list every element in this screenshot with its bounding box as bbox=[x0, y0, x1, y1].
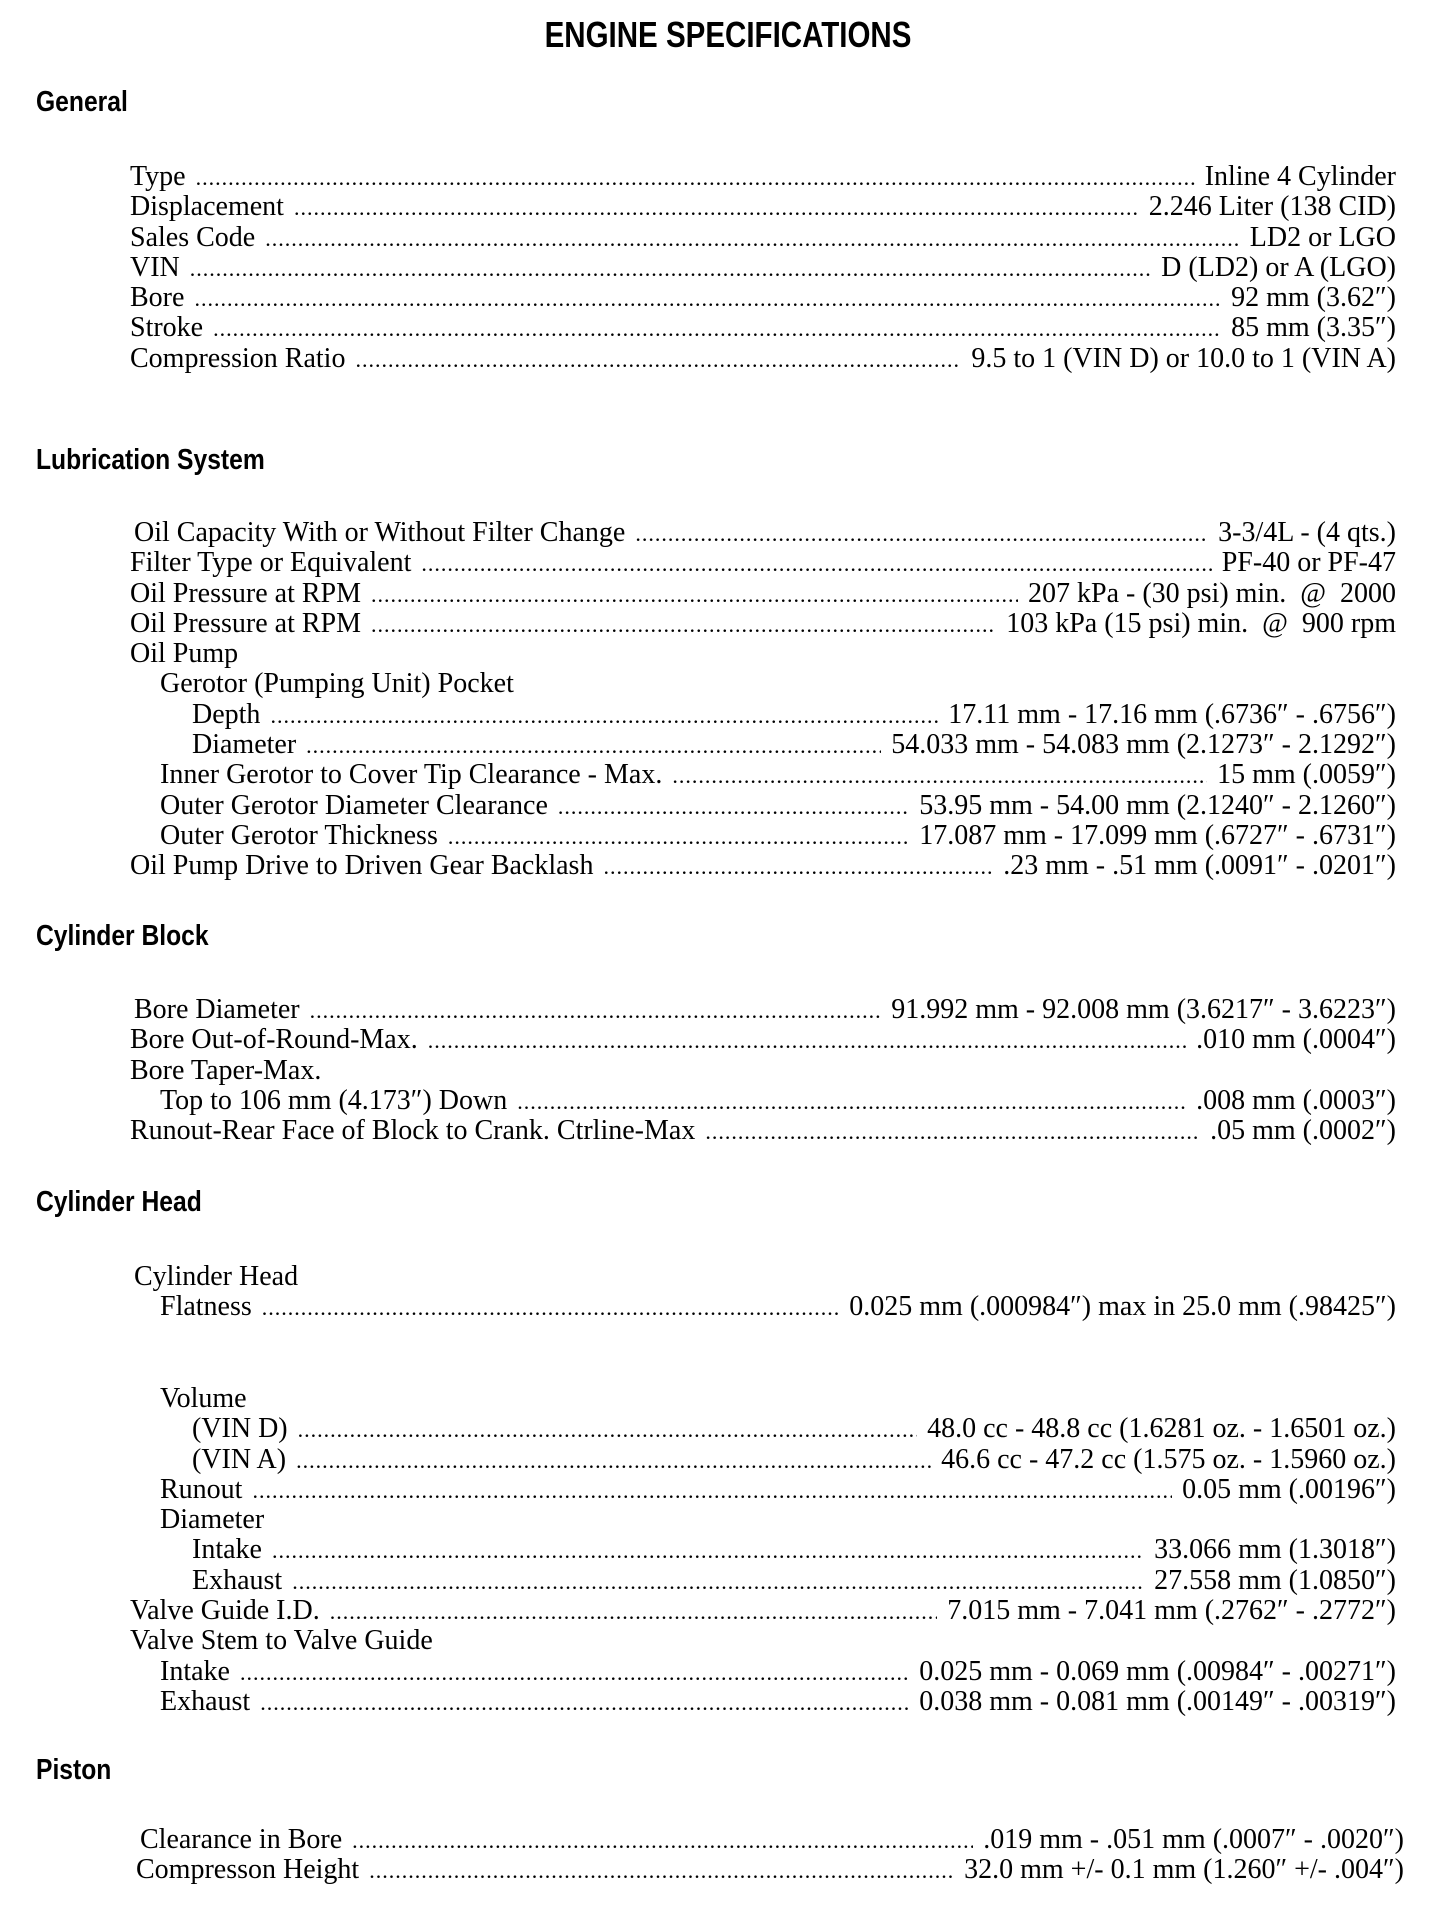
spec-row-sales-code bbox=[130, 223, 1396, 253]
spec-value: 33.066 mm (1.3018″) bbox=[1154, 1534, 1396, 1566]
dot-leader bbox=[310, 996, 882, 1026]
dot-leader bbox=[371, 610, 996, 640]
spec-row-diameter-intake bbox=[130, 1535, 1396, 1565]
spec-value: 103 kPa (15 psi) min. @ 900 rpm bbox=[1006, 607, 1396, 639]
spec-value: 9.5 to 1 (VIN D) or 10.0 to 1 (VIN A) bbox=[971, 342, 1396, 374]
spec-label: Volume bbox=[160, 1383, 247, 1414]
spec-label: Top to 106 mm (4.173″) Down bbox=[160, 1084, 508, 1116]
dot-leader bbox=[262, 1293, 839, 1323]
section-heading-cylinder-head: Cylinder Head bbox=[36, 1186, 202, 1218]
spec-row-gerotor-pocket bbox=[130, 669, 1396, 699]
spec-label: Valve Guide I.D. bbox=[130, 1595, 320, 1627]
dot-leader bbox=[213, 314, 1221, 344]
dot-leader bbox=[428, 1026, 1186, 1056]
spec-value: 207 kPa - (30 psi) min. @ 2000 bbox=[1028, 577, 1396, 609]
spec-label: VIN bbox=[130, 251, 180, 283]
spec-value: LD2 or LGO bbox=[1249, 221, 1396, 253]
spec-label: Gerotor (Pumping Unit) Pocket bbox=[160, 668, 514, 700]
spec-label: Diameter bbox=[192, 729, 297, 761]
dot-leader bbox=[352, 1826, 973, 1856]
dot-leader bbox=[294, 193, 1139, 223]
spec-row-head-runout bbox=[130, 1475, 1396, 1505]
dot-leader bbox=[306, 731, 881, 761]
spec-row-inner-gerotor-clearance bbox=[130, 760, 1396, 790]
section-heading-piston: Piston bbox=[36, 1754, 112, 1786]
dot-leader bbox=[270, 701, 938, 731]
spec-row-volume-vin-a bbox=[130, 1445, 1396, 1475]
spec-label: Valve Stem to Valve Guide bbox=[130, 1625, 433, 1657]
spec-value: D (LD2) or A (LGO) bbox=[1161, 251, 1396, 283]
spec-value: 91.992 mm - 92.008 mm (3.6217″ - 3.6223″) bbox=[891, 994, 1396, 1025]
spec-row-bore-taper-top bbox=[130, 1086, 1396, 1116]
spec-value: 0.025 mm - 0.069 mm (.00984″ - .00271″) bbox=[919, 1655, 1396, 1687]
spec-row-valve-diameter bbox=[130, 1505, 1396, 1535]
spec-label: Intake bbox=[160, 1655, 230, 1687]
spec-label: Oil Pressure at RPM bbox=[130, 577, 361, 609]
dot-leader bbox=[190, 254, 1151, 284]
spec-label: Outer Gerotor Diameter Clearance bbox=[160, 789, 548, 821]
spec-label: Clearance in Bore bbox=[140, 1824, 343, 1855]
dot-leader bbox=[421, 549, 1211, 579]
spec-value: 17.087 mm - 17.099 mm (.6727″ - .6731″) bbox=[919, 819, 1396, 851]
dot-leader bbox=[448, 822, 909, 852]
section-heading-lubrication: Lubrication System bbox=[36, 444, 265, 476]
dot-leader bbox=[296, 1446, 931, 1476]
dot-leader bbox=[272, 1536, 1144, 1566]
spec-label: Bore Out-of-Round-Max. bbox=[130, 1024, 418, 1056]
spec-row-gear-backlash bbox=[130, 851, 1396, 881]
spec-value: 0.038 mm - 0.081 mm (.00149″ - .00319″) bbox=[919, 1685, 1396, 1717]
dot-leader bbox=[558, 792, 909, 822]
spec-row-volume-vin-d bbox=[130, 1414, 1396, 1444]
spec-value: 48.0 cc - 48.8 cc (1.6281 oz. - 1.6501 oz.) bbox=[927, 1413, 1396, 1445]
spec-value: 0.05 mm (.00196″) bbox=[1182, 1473, 1396, 1505]
section-heading-cylinder-block: Cylinder Block bbox=[36, 920, 209, 952]
spec-row-compression-ratio bbox=[130, 344, 1396, 374]
spec-label: Runout bbox=[160, 1473, 243, 1505]
spec-row-bore-out-of-round bbox=[130, 1025, 1396, 1055]
spec-label: Flatness bbox=[160, 1291, 252, 1323]
spec-row-displacement bbox=[130, 192, 1396, 222]
spec-row-valve-stem-to-guide bbox=[130, 1626, 1396, 1656]
dot-leader bbox=[369, 1856, 954, 1886]
spec-value: 32.0 mm +/- 0.1 mm (1.260″ +/- .004″) bbox=[964, 1854, 1404, 1886]
spec-row-compression-height bbox=[136, 1855, 1404, 1885]
dot-leader bbox=[252, 1476, 1172, 1506]
spec-label: Bore Diameter bbox=[134, 994, 300, 1025]
cylinder-head-spec-list-2 bbox=[130, 1384, 1396, 1717]
spec-label: Sales Code bbox=[130, 221, 256, 253]
dot-leader bbox=[240, 1658, 909, 1688]
spec-row-oil-pressure-2000 bbox=[130, 579, 1396, 609]
spec-row-pocket-diameter bbox=[130, 730, 1396, 760]
spec-row-block-runout bbox=[130, 1116, 1396, 1146]
spec-value: .23 mm - .51 mm (.0091″ - .0201″) bbox=[1003, 850, 1396, 882]
spec-row-volume bbox=[130, 1384, 1396, 1414]
spec-row-bore-taper bbox=[130, 1056, 1396, 1086]
spec-row-valve-guide-id bbox=[130, 1596, 1396, 1626]
cylinder-block-spec-list bbox=[130, 995, 1396, 1146]
spec-value: 3-3/4L - (4 qts.) bbox=[1218, 517, 1396, 548]
cylinder-head-spec-list bbox=[130, 1262, 1396, 1323]
spec-row-outer-gerotor-thickness bbox=[130, 821, 1396, 851]
spec-row-bore-diameter bbox=[130, 995, 1396, 1025]
dot-leader bbox=[196, 163, 1195, 193]
spec-value: PF-40 or PF-47 bbox=[1221, 547, 1396, 579]
spec-value: 92 mm (3.62″) bbox=[1231, 282, 1396, 314]
dot-leader bbox=[265, 224, 1240, 254]
spec-row-diameter-exhaust bbox=[130, 1566, 1396, 1596]
spec-label: Filter Type or Equivalent bbox=[130, 547, 412, 579]
dot-leader bbox=[330, 1597, 938, 1627]
spec-label: Bore bbox=[130, 282, 185, 314]
dot-leader bbox=[260, 1688, 909, 1718]
dot-leader bbox=[635, 519, 1208, 549]
spec-value: 46.6 cc - 47.2 cc (1.575 oz. - 1.5960 oz.) bbox=[941, 1443, 1396, 1475]
spec-value: 2.246 Liter (138 CID) bbox=[1148, 191, 1396, 223]
spec-label: Oil Pump Drive to Driven Gear Backlash bbox=[130, 850, 594, 882]
dot-leader bbox=[517, 1087, 1186, 1117]
spec-value: 0.025 mm (.000984″) max in 25.0 mm (.98425″) bbox=[849, 1291, 1396, 1323]
spec-value: 53.95 mm - 54.00 mm (2.1240″ - 2.1260″) bbox=[919, 789, 1396, 821]
spec-label: Intake bbox=[192, 1534, 262, 1566]
spec-row-pocket-depth bbox=[130, 700, 1396, 730]
spec-label: Oil Capacity With or Without Filter Change bbox=[134, 517, 626, 548]
dot-leader bbox=[705, 1117, 1200, 1147]
spec-value: 7.015 mm - 7.041 mm (.2762″ - .2772″) bbox=[947, 1595, 1396, 1627]
spec-label: Runout-Rear Face of Block to Crank. Ctrline-Max bbox=[130, 1115, 696, 1147]
spec-row-flatness bbox=[130, 1292, 1396, 1322]
spec-label: Compresson Height bbox=[136, 1854, 360, 1886]
spec-row-stroke bbox=[130, 313, 1396, 343]
spec-label: Outer Gerotor Thickness bbox=[160, 819, 438, 851]
spec-row-bore bbox=[130, 283, 1396, 313]
spec-row-oil-pump bbox=[130, 639, 1396, 669]
spec-value: .010 mm (.0004″) bbox=[1196, 1024, 1396, 1056]
spec-row-type bbox=[130, 162, 1396, 192]
spec-row-oil-pressure-900 bbox=[130, 609, 1396, 639]
spec-row-filter-type bbox=[130, 548, 1396, 578]
spec-row-outer-gerotor-diameter bbox=[130, 791, 1396, 821]
spec-value: .019 mm - .051 mm (.0007″ - .0020″) bbox=[983, 1824, 1404, 1855]
spec-label: Oil Pump bbox=[130, 638, 239, 670]
spec-label: (VIN A) bbox=[192, 1443, 287, 1475]
dot-leader bbox=[371, 580, 1018, 610]
spec-label: Depth bbox=[192, 698, 261, 730]
spec-row-piston-clearance bbox=[136, 1825, 1404, 1855]
spec-label: Compression Ratio bbox=[130, 342, 346, 374]
spec-label: Diameter bbox=[160, 1504, 265, 1536]
dot-leader bbox=[298, 1415, 917, 1445]
dot-leader bbox=[292, 1567, 1144, 1597]
section-heading-general: General bbox=[36, 86, 128, 118]
spec-value: 17.11 mm - 17.16 mm (.6736″ - .6756″) bbox=[948, 698, 1396, 730]
dot-leader bbox=[355, 345, 961, 375]
spec-row-stem-intake bbox=[130, 1657, 1396, 1687]
spec-value: 54.033 mm - 54.083 mm (2.1273″ - 2.1292″) bbox=[891, 729, 1396, 761]
dot-leader bbox=[603, 852, 993, 882]
spec-label: Stroke bbox=[130, 312, 204, 344]
spec-label: Type bbox=[130, 161, 186, 192]
spec-value: .05 mm (.0002″) bbox=[1210, 1115, 1396, 1147]
page-title: ENGINE SPECIFICATIONS bbox=[544, 14, 912, 55]
spec-label: Exhaust bbox=[160, 1685, 251, 1717]
spec-row-oil-capacity bbox=[130, 518, 1396, 548]
spec-label: Oil Pressure at RPM bbox=[130, 607, 361, 639]
dot-leader bbox=[194, 284, 1221, 314]
spec-label: Displacement bbox=[130, 191, 284, 223]
spec-row-stem-exhaust bbox=[130, 1687, 1396, 1717]
spec-label: (VIN D) bbox=[192, 1413, 288, 1445]
dot-leader bbox=[672, 761, 1207, 791]
spec-label: Exhaust bbox=[192, 1564, 283, 1596]
general-spec-list bbox=[130, 162, 1396, 374]
spec-value: .008 mm (.0003″) bbox=[1196, 1084, 1396, 1116]
spec-value: 15 mm (.0059″) bbox=[1217, 759, 1396, 791]
spec-row-vin bbox=[130, 253, 1396, 283]
spec-value: Inline 4 Cylinder bbox=[1204, 161, 1396, 192]
spec-value: 27.558 mm (1.0850″) bbox=[1154, 1564, 1396, 1596]
spec-value: 85 mm (3.35″) bbox=[1231, 312, 1396, 344]
spec-label: Bore Taper-Max. bbox=[130, 1054, 322, 1086]
spec-row-cylinder-head bbox=[130, 1262, 1396, 1292]
lubrication-spec-list bbox=[130, 518, 1396, 882]
piston-spec-list bbox=[136, 1825, 1404, 1886]
spec-label: Inner Gerotor to Cover Tip Clearance - Max. bbox=[160, 759, 663, 791]
spec-label: Cylinder Head bbox=[134, 1261, 299, 1292]
